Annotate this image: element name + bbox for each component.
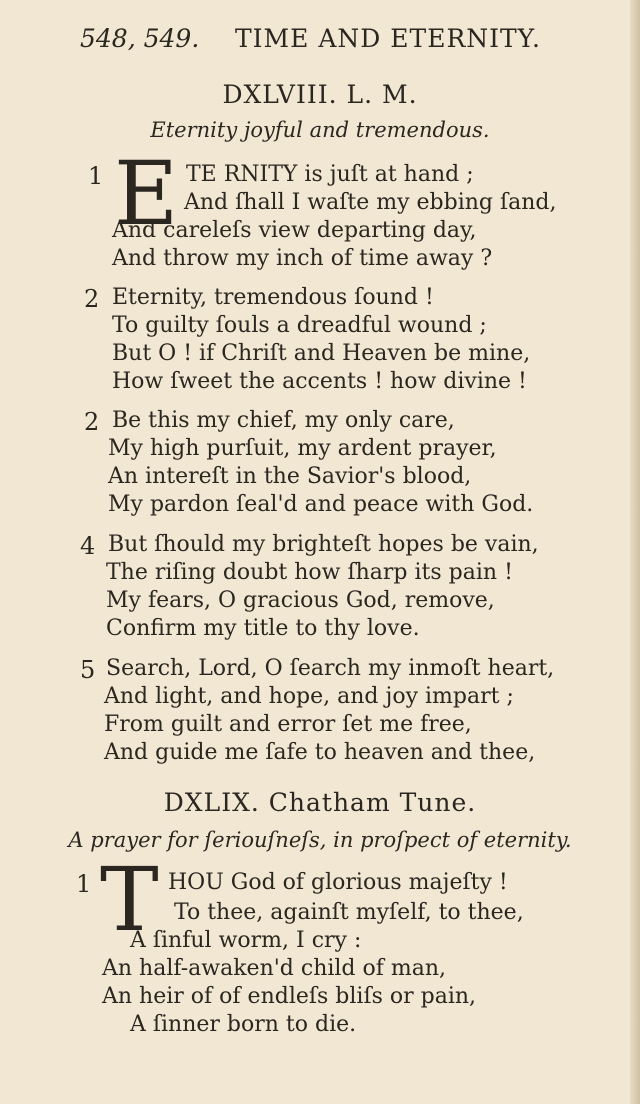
verse-line: And light, and hope, and joy impart ; xyxy=(104,684,514,709)
verse-line: But O ! if Chriſt and Heaven be mine, xyxy=(112,341,531,366)
drop-cap: E xyxy=(114,142,179,245)
page-edge xyxy=(630,0,640,1104)
verse-number: 2 xyxy=(84,408,100,436)
verse-line: But ſhould my brighteſt hopes be vain, xyxy=(108,532,539,557)
verse-line: My pardon ſeal'd and peace with God. xyxy=(108,492,534,517)
hymn-549-heading: DXLIX. Chatham Tune. xyxy=(163,788,477,817)
verse-number: 1 xyxy=(88,162,104,190)
verse-line: TE RNITY is juſt at hand ; xyxy=(186,162,474,187)
verse-line: My fears, O gracious God, remove, xyxy=(106,588,495,613)
verse-line: Eternity, tremendous ſound ! xyxy=(112,285,434,310)
verse-line: Search, Lord, O ſearch my inmoſt heart, xyxy=(106,656,555,681)
verse-number: 4 xyxy=(80,532,96,560)
verse-line: And ſhall I waſte my ebbing ſand, xyxy=(184,190,557,215)
verse-line: An half-awaken'd child of man, xyxy=(102,956,447,981)
drop-cap: T xyxy=(100,848,159,951)
verse-line: An heir of of endleſs bliſs or pain, xyxy=(102,984,477,1009)
hymn-548-heading: DXLVIII. L. M. xyxy=(222,80,418,109)
verse-line: The riſing doubt how ſharp its pain ! xyxy=(106,560,513,585)
verse-line: And throw my inch of time away ? xyxy=(112,246,493,271)
verse-line: An intereſt in the Savior's blood, xyxy=(108,464,472,489)
hymn-548-subtitle: Eternity joyful and tremendous. xyxy=(150,118,490,142)
page-header xyxy=(80,24,580,60)
verse-line: And careleſs view departing day, xyxy=(112,218,477,243)
running-title: TIME AND ETERNITY. xyxy=(235,24,541,53)
verse-line: To guilty ſouls a dreadful wound ; xyxy=(112,313,487,338)
verse-line: From guilt and error ſet me free, xyxy=(104,712,472,737)
verse-line: And guide me ſafe to heaven and thee, xyxy=(104,740,536,765)
verse-line: To thee, againſt myſelf, to thee, xyxy=(174,900,524,925)
verse-number: 2 xyxy=(84,285,100,313)
hymn-549-subtitle: A prayer for ſeriouſneſs, in proſpect of eternity. xyxy=(68,828,572,852)
verse-line: Confirm my title to thy love. xyxy=(106,616,420,641)
page-numbers: 548, 549. xyxy=(80,24,200,53)
verse-line: Be this my chief, my only care, xyxy=(112,408,455,433)
verse-line: My high purſuit, my ardent prayer, xyxy=(108,436,497,461)
verse-number: 5 xyxy=(80,656,96,684)
verse-line: How ſweet the accents ! how divine ! xyxy=(112,369,527,394)
verse-line: A ſinner born to die. xyxy=(130,1012,357,1037)
verse-number: 1 xyxy=(76,870,92,898)
verse-line: A ſinful worm, I cry : xyxy=(130,928,362,953)
verse-line: HOU God of glorious majeſty ! xyxy=(168,870,508,895)
